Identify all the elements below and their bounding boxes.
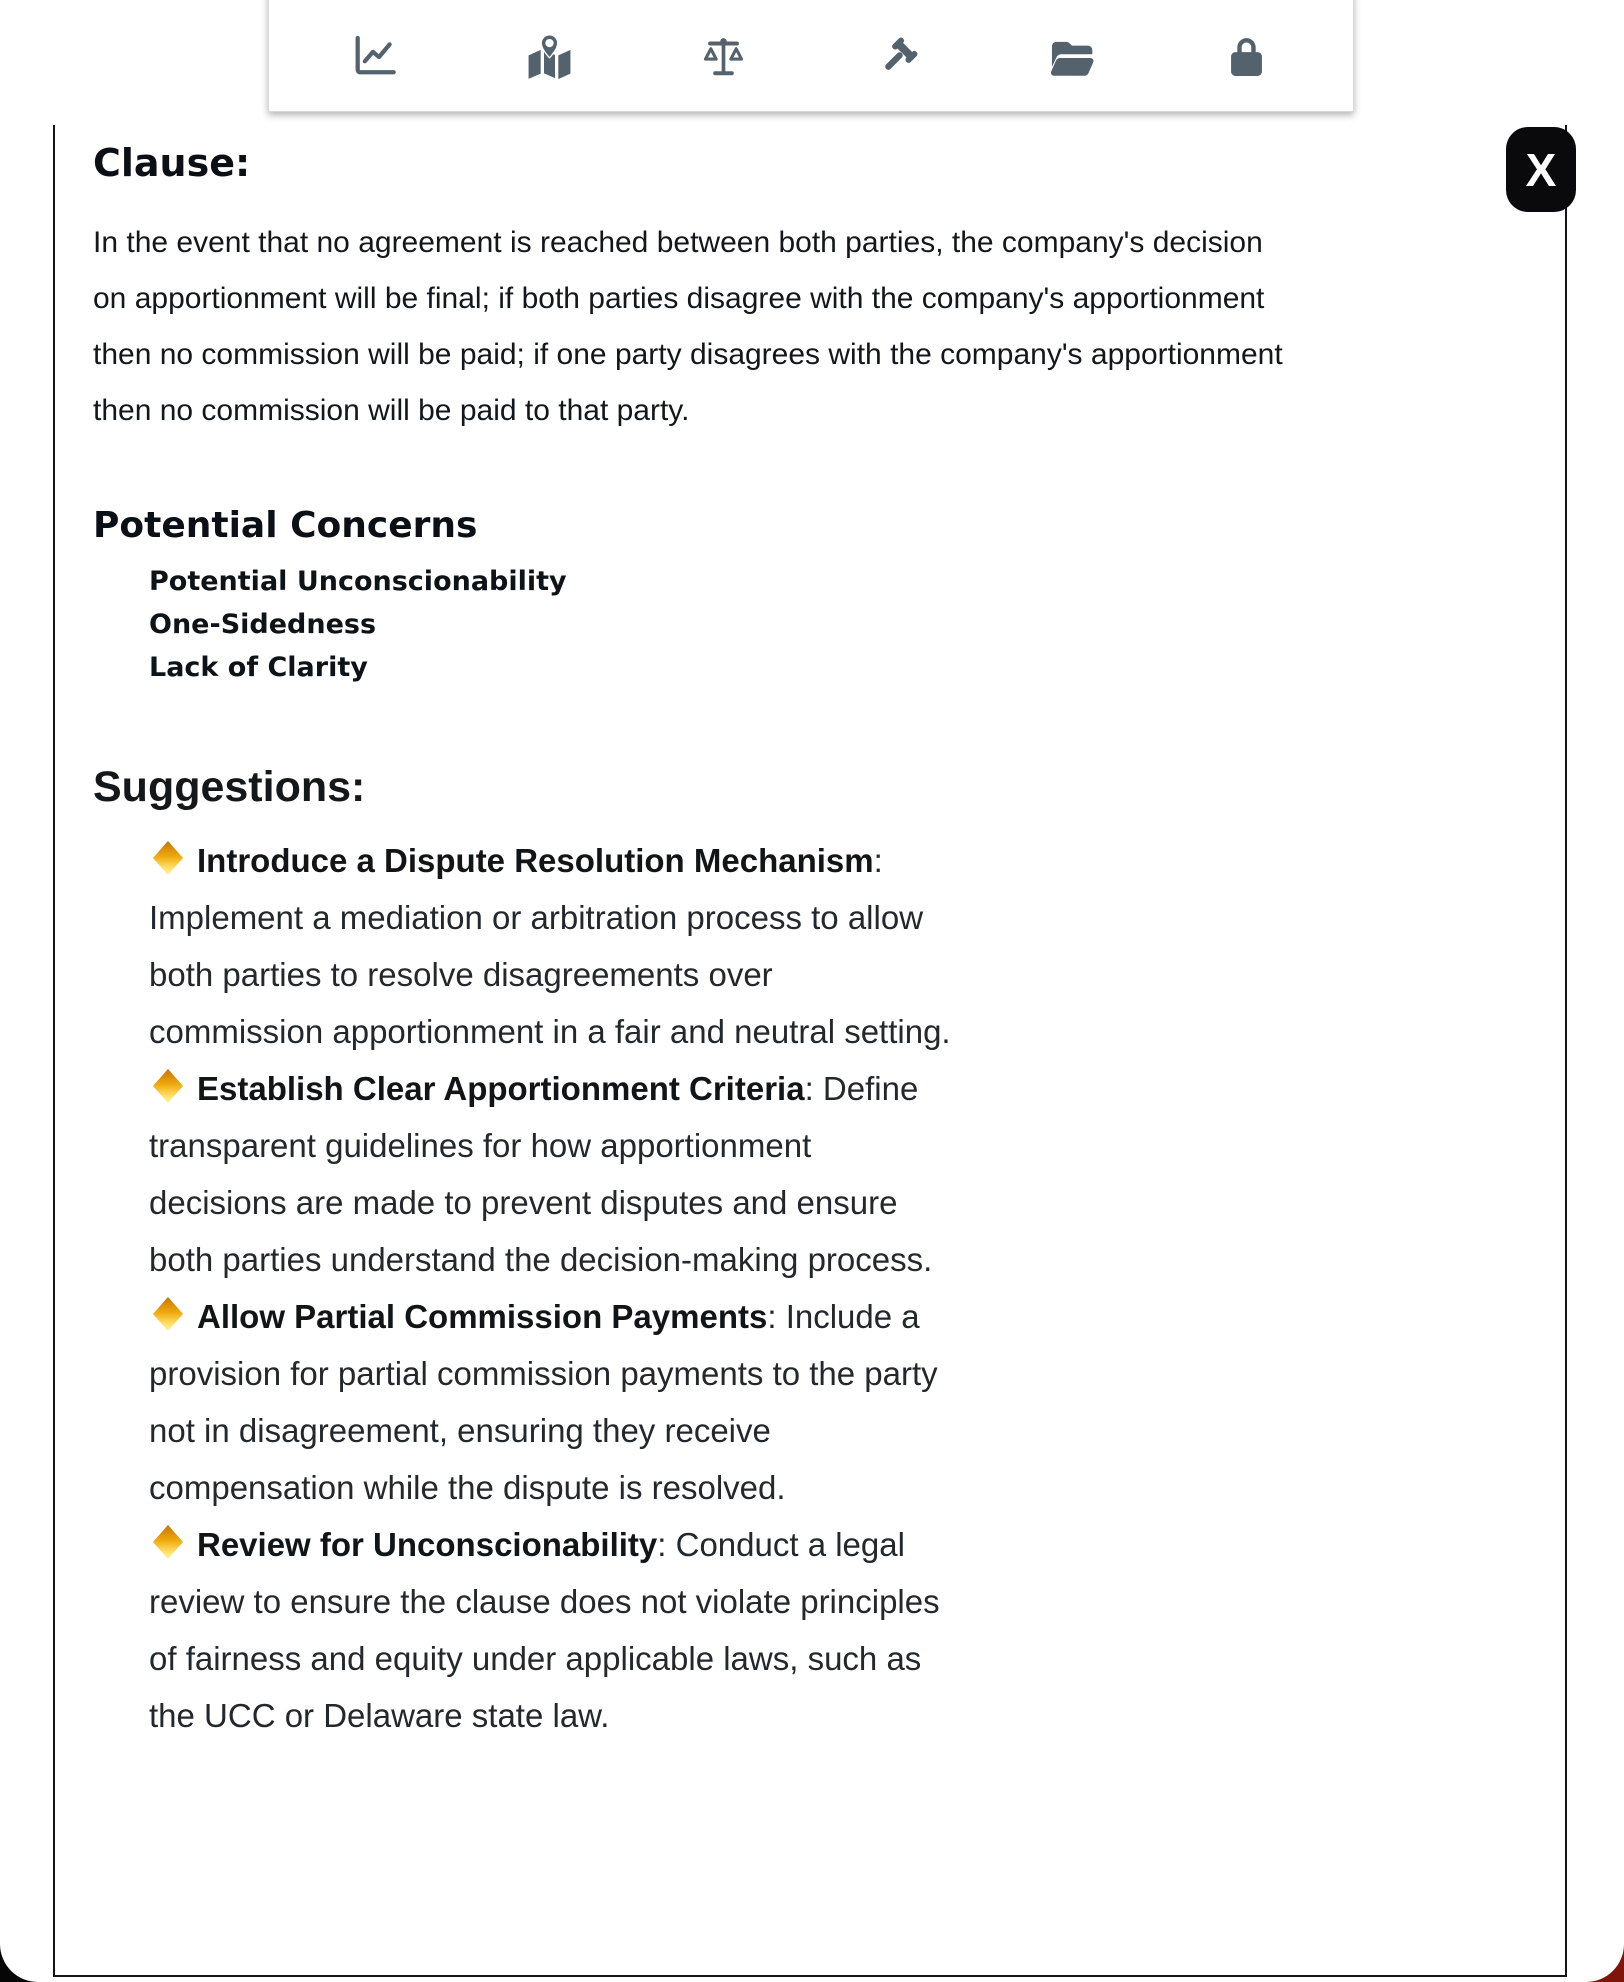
suggestion-item <box>149 1060 954 1288</box>
lock-icon <box>1223 33 1270 80</box>
suggestion-item <box>149 832 954 1060</box>
suggestion-separator: : <box>873 842 883 879</box>
orange-diamond-icon <box>153 1069 183 1103</box>
orange-diamond-icon <box>153 1525 183 1559</box>
suggestion-description: Conduct a legal review to ensure the clause does not violate principles of fairness and equity under applicable laws, such as the UCC or Delaware state law. <box>149 1526 940 1734</box>
toolbar-scales-button[interactable] <box>696 28 752 84</box>
clause-analysis-panel <box>53 125 1567 1977</box>
suggestion-description: Define transparent guidelines for how apportionment decisions are made to prevent disputes and ensure both parties understand the decision-making process. <box>149 1070 933 1278</box>
map-location-icon <box>526 33 573 80</box>
suggestion-title: Allow Partial Commission Payments <box>197 1298 768 1335</box>
folder-open-icon <box>1049 33 1096 80</box>
suggestions-list <box>149 832 954 1744</box>
suggestion-separator: : <box>657 1526 676 1563</box>
clause-heading: Clause: <box>93 141 251 185</box>
icon-toolbar <box>268 0 1354 112</box>
scale-balanced-icon <box>700 33 747 80</box>
orange-diamond-icon <box>153 841 183 875</box>
suggestion-title: Review for Unconscionability <box>197 1526 658 1563</box>
toolbar-folder-button[interactable] <box>1045 28 1101 84</box>
toolbar-lock-button[interactable] <box>1219 28 1275 84</box>
clause-text: In the event that no agreement is reached between both parties, the company's decision on apportionment will be final; if both parties disagree with the company's apportionment then no commission will be paid; if one party disagrees with the company's apportionment then no commission will be paid to that party. <box>93 226 1283 427</box>
close-button[interactable]: X <box>1506 127 1576 212</box>
suggestion-item <box>149 1516 954 1744</box>
orange-diamond-icon <box>153 1297 183 1331</box>
chart-line-icon <box>352 33 399 80</box>
toolbar-gavel-button[interactable] <box>870 28 926 84</box>
suggestion-title: Introduce a Dispute Resolution Mechanism <box>197 842 874 879</box>
suggestion-description: Implement a mediation or arbitration process to allow both parties to resolve disagreements over commission apportionment in a fair and neutral setting. <box>149 899 951 1050</box>
concerns-list <box>149 560 1509 689</box>
concern-item: Potential Unconscionability <box>149 566 567 597</box>
suggestion-separator: : <box>804 1070 823 1107</box>
concern-item: Lack of Clarity <box>149 652 368 683</box>
gavel-icon <box>875 33 922 80</box>
suggestion-separator: : <box>767 1298 786 1335</box>
suggestion-item <box>149 1288 954 1516</box>
suggestion-title: Establish Clear Apportionment Criteria <box>197 1070 805 1107</box>
suggestion-description: Include a provision for partial commission payments to the party not in disagreement, ensuring they receive compensation while the dispute is resolved. <box>149 1298 938 1506</box>
concern-item: One-Sidedness <box>149 609 377 640</box>
suggestions-heading: Suggestions: <box>93 763 366 811</box>
concerns-heading: Potential Concerns <box>93 505 478 546</box>
toolbar-map-button[interactable] <box>521 28 577 84</box>
toolbar-chart-button[interactable] <box>347 28 403 84</box>
